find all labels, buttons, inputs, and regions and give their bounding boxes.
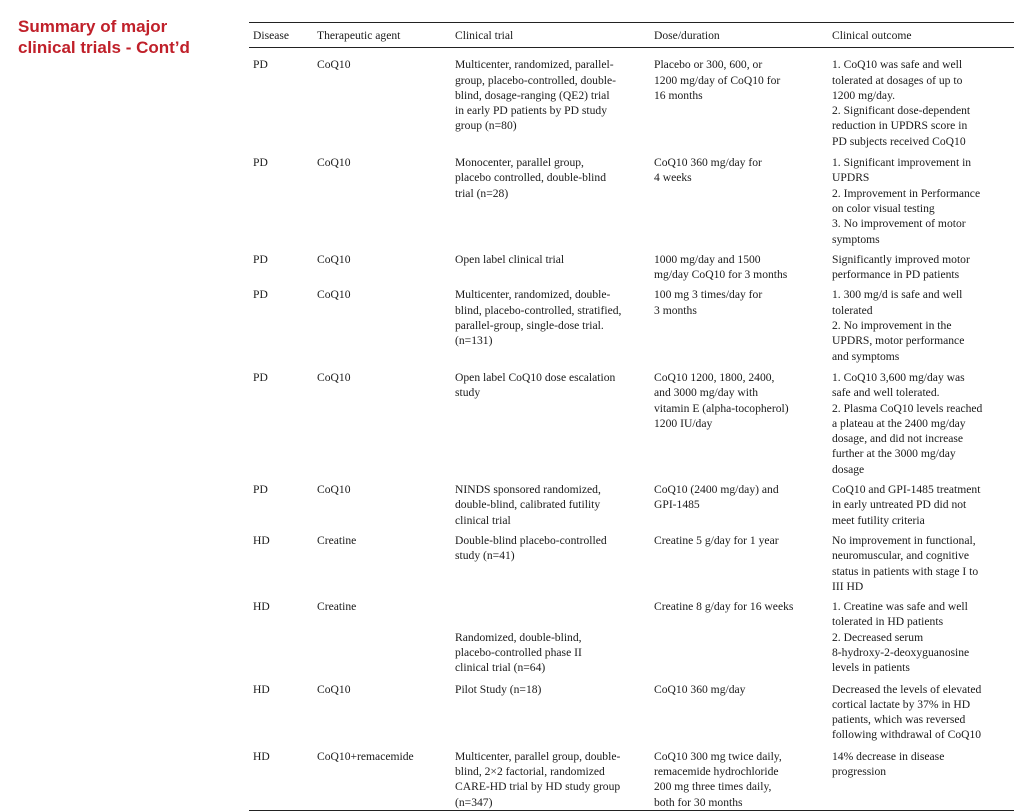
cell-text-line: CoQ10 and GPI-1485 treatment <box>832 483 981 497</box>
cell-text-line: CoQ10 360 mg/day for <box>654 156 762 170</box>
cell-clinical-outcome <box>828 676 1014 743</box>
cell-text-line: 1. CoQ10 was safe and well <box>832 58 963 72</box>
table-row <box>249 282 1014 363</box>
cell-clinical-outcome <box>828 149 1014 247</box>
cell-dose-duration <box>650 364 828 477</box>
cell-text-line: both for 30 months <box>654 795 743 809</box>
cell-text-line: blind, dosage-ranging (QE2) trial <box>455 88 610 102</box>
cell-text-line: 2. Significant dose-dependent <box>832 104 971 118</box>
cell-text: CoQ10 <box>317 483 351 497</box>
cell-text: PD <box>253 370 268 384</box>
cell-text-line: Multicenter, randomized, parallel- <box>455 58 614 72</box>
cell-text-line: further at the 3000 mg/day <box>832 447 956 461</box>
cell-text-line: CoQ10 360 mg/day <box>654 682 746 696</box>
cell-text: CoQ10 <box>317 156 351 170</box>
header-clinical-trial: Clinical trial <box>451 23 650 48</box>
cell-disease <box>249 676 313 743</box>
cell-text-line: in early untreated PD did not <box>832 498 967 512</box>
cell-text-line: Monocenter, parallel group, <box>455 156 584 170</box>
cell-text-line: 1. CoQ10 3,600 mg/day was <box>832 370 965 384</box>
cell-therapeutic-agent <box>313 48 451 149</box>
cell-clinical-trial <box>451 676 650 743</box>
table-row <box>249 594 1014 675</box>
cell-text-line: blind, 2×2 factorial, randomized <box>455 765 605 779</box>
cell-text: CoQ10 <box>317 682 351 696</box>
cell-therapeutic-agent <box>313 247 451 283</box>
cell-text-line: CoQ10 300 mg twice daily, <box>654 749 782 763</box>
cell-clinical-outcome <box>828 477 1014 528</box>
cell-text-line: tolerated <box>832 303 873 317</box>
cell-text: HD <box>253 533 270 547</box>
cell-clinical-outcome <box>828 594 1014 675</box>
cell-text-line: Open label CoQ10 dose escalation <box>455 370 616 384</box>
header-therapeutic-agent: Therapeutic agent <box>313 23 451 48</box>
cell-text-line: remacemide hydrochloride <box>654 765 779 779</box>
cell-text-line: 1. Significant improvement in <box>832 156 972 170</box>
cell-text-line: Multicenter, parallel group, double- <box>455 749 621 763</box>
cell-text-line: 3. No improvement of motor <box>832 217 966 231</box>
cell-dose-duration <box>650 528 828 594</box>
cell-text-line: double-blind, calibrated futility <box>455 498 601 512</box>
cell-text-line: blind, placebo-controlled, stratified, <box>455 303 622 317</box>
cell-text-line: 4 weeks <box>654 171 692 185</box>
table-row <box>249 676 1014 743</box>
cell-text-line: meet futility criteria <box>832 513 925 527</box>
header-dose-duration: Dose/duration <box>650 23 828 48</box>
cell-disease <box>249 247 313 283</box>
table-row <box>249 247 1014 283</box>
cell-text-line: symptoms <box>832 232 880 246</box>
cell-clinical-outcome <box>828 48 1014 149</box>
cell-text-line: group (n=80) <box>455 119 517 133</box>
cell-dose-duration <box>650 48 828 149</box>
cell-text-line: NINDS sponsored randomized, <box>455 483 601 497</box>
slide-title-line-2: clinical trials - Cont’d <box>18 38 190 57</box>
cell-text-line: dosage <box>832 462 865 476</box>
cell-clinical-trial <box>451 477 650 528</box>
cell-clinical-outcome <box>828 743 1014 811</box>
cell-text-line: Multicenter, randomized, double- <box>455 288 611 302</box>
cell-disease <box>249 743 313 811</box>
cell-disease <box>249 364 313 477</box>
table-row <box>249 364 1014 477</box>
cell-text: CoQ10 <box>317 58 351 72</box>
cell-therapeutic-agent <box>313 594 451 675</box>
cell-text-line: and symptoms <box>832 349 900 363</box>
cell-clinical-trial <box>451 149 650 247</box>
cell-disease <box>249 282 313 363</box>
cell-text-line: Placebo or 300, 600, or <box>654 58 763 72</box>
cell-text-line: study <box>455 386 481 400</box>
cell-therapeutic-agent <box>313 149 451 247</box>
cell-disease <box>249 477 313 528</box>
cell-text-line: (n=347) <box>455 795 493 809</box>
cell-text-line: 2. Decreased serum <box>832 630 924 644</box>
cell-clinical-trial <box>451 364 650 477</box>
cell-text-line: (n=131) <box>455 334 493 348</box>
cell-text-line: No improvement in functional, <box>832 533 976 547</box>
cell-dose-duration <box>650 594 828 675</box>
cell-text: PD <box>253 252 268 266</box>
cell-clinical-trial <box>451 247 650 283</box>
cell-text-line: 1200 IU/day <box>654 416 713 430</box>
cell-dose-duration <box>650 676 828 743</box>
cell-therapeutic-agent <box>313 477 451 528</box>
cell-text-line: CARE-HD trial by HD study group <box>455 780 621 794</box>
cell-text-line: III HD <box>832 579 864 593</box>
cell-text-line: UPDRS <box>832 171 870 185</box>
cell-text-line: Pilot Study (n=18) <box>455 682 542 696</box>
cell-clinical-outcome <box>828 364 1014 477</box>
cell-clinical-outcome <box>828 528 1014 594</box>
cell-text-line: 1. 300 mg/d is safe and well <box>832 288 963 302</box>
cell-text-line: GPI-1485 <box>654 498 700 512</box>
cell-dose-duration <box>650 149 828 247</box>
cell-text: Creatine <box>317 533 357 547</box>
cell-text-line: 1. Creatine was safe and well <box>832 600 968 614</box>
cell-disease <box>249 149 313 247</box>
cell-therapeutic-agent <box>313 528 451 594</box>
cell-text-line: neuromuscular, and cognitive <box>832 549 970 563</box>
cell-text-line: performance in PD patients <box>832 268 960 282</box>
cell-text-line: placebo-controlled phase II <box>455 645 582 659</box>
cell-text: PD <box>253 483 268 497</box>
table-body <box>249 48 1014 811</box>
cell-text-line: and 3000 mg/day with <box>654 386 759 400</box>
cell-text-line: CoQ10 (2400 mg/day) and <box>654 483 779 497</box>
cell-text-line: 8-hydroxy-2-deoxyguanosine <box>832 645 970 659</box>
cell-text-line: on color visual testing <box>832 201 935 215</box>
cell-text-line: vitamin E (alpha-tocopherol) <box>654 401 789 415</box>
cell-disease <box>249 528 313 594</box>
cell-text-line: Creatine 5 g/day for 1 year <box>654 533 779 547</box>
cell-text: Creatine <box>317 600 357 614</box>
cell-text-line: study (n=41) <box>455 549 515 563</box>
cell-text-line: placebo controlled, double-blind <box>455 171 606 185</box>
cell-dose-duration <box>650 282 828 363</box>
cell-text: HD <box>253 749 270 763</box>
cell-text-line: cortical lactate by 37% in HD <box>832 697 971 711</box>
cell-text-line: 3 months <box>654 303 697 317</box>
cell-text-line: tolerated in HD patients <box>832 615 944 629</box>
cell-text-line: 2. Improvement in Performance <box>832 186 981 200</box>
clinical-trials-table-container <box>249 22 1014 811</box>
cell-text: CoQ10 <box>317 252 351 266</box>
cell-dose-duration <box>650 477 828 528</box>
cell-therapeutic-agent <box>313 676 451 743</box>
cell-dose-duration <box>650 743 828 811</box>
cell-clinical-trial <box>451 743 650 811</box>
cell-text: HD <box>253 682 270 696</box>
cell-text-line: 1200 mg/day. <box>832 88 896 102</box>
cell-text-line: patients, which was reversed <box>832 713 966 727</box>
cell-text-line: 2. No improvement in the <box>832 319 952 333</box>
cell-clinical-outcome <box>828 282 1014 363</box>
cell-clinical-outcome <box>828 247 1014 283</box>
cell-text-line: clinical trial <box>455 513 511 527</box>
cell-text-line: dosage, and did not increase <box>832 432 964 446</box>
cell-text-line: 200 mg three times daily, <box>654 780 772 794</box>
cell-text-line: Open label clinical trial <box>455 252 565 266</box>
cell-text-line: 1000 mg/day and 1500 <box>654 252 761 266</box>
cell-text: PD <box>253 288 268 302</box>
table-row <box>249 528 1014 594</box>
cell-dose-duration <box>650 247 828 283</box>
cell-text: CoQ10 <box>317 370 351 384</box>
cell-text-line: following withdrawal of CoQ10 <box>832 728 982 742</box>
cell-text-line: UPDRS, motor performance <box>832 334 965 348</box>
header-disease: Disease <box>249 23 313 48</box>
cell-text: PD <box>253 58 268 72</box>
table-header <box>249 23 1014 48</box>
slide-title <box>18 16 190 58</box>
cell-text-line: mg/day CoQ10 for 3 months <box>654 268 788 282</box>
cell-text-line: parallel-group, single-dose trial. <box>455 319 604 333</box>
cell-text-line <box>455 614 646 629</box>
cell-text: CoQ10 <box>317 288 351 302</box>
cell-text-line: 1200 mg/day of CoQ10 for <box>654 73 781 87</box>
table-row <box>249 743 1014 811</box>
cell-text-line: a plateau at the 2400 mg/day <box>832 416 966 430</box>
cell-therapeutic-agent <box>313 743 451 811</box>
cell-text-line: 100 mg 3 times/day for <box>654 288 763 302</box>
cell-text-line: Double-blind placebo-controlled <box>455 533 607 547</box>
cell-text-line: progression <box>832 765 887 779</box>
clinical-trials-table <box>249 22 1014 811</box>
cell-clinical-trial <box>451 528 650 594</box>
cell-clinical-trial <box>451 282 650 363</box>
cell-text-line: safe and well tolerated. <box>832 386 940 400</box>
cell-text: CoQ10+remacemide <box>317 749 414 763</box>
slide-title-line-1: Summary of major <box>18 17 168 36</box>
cell-text-line: Significantly improved motor <box>832 252 970 266</box>
cell-text-line: Creatine 8 g/day for 16 weeks <box>654 600 794 614</box>
cell-text-line: levels in patients <box>832 661 910 675</box>
cell-text-line: status in patients with stage I to <box>832 564 979 578</box>
cell-therapeutic-agent <box>313 364 451 477</box>
cell-text-line: in early PD patients by PD study <box>455 104 607 118</box>
cell-text-line: Decreased the levels of elevated <box>832 682 982 696</box>
cell-text-line: clinical trial (n=64) <box>455 661 546 675</box>
cell-clinical-trial <box>451 594 650 675</box>
table-row <box>249 477 1014 528</box>
cell-text-line: 14% decrease in disease <box>832 749 945 763</box>
cell-text-line: reduction in UPDRS score in <box>832 119 968 133</box>
cell-text-line: PD subjects received CoQ10 <box>832 134 966 148</box>
cell-text: PD <box>253 156 268 170</box>
cell-text-line: group, placebo-controlled, double- <box>455 73 616 87</box>
header-row <box>249 23 1014 48</box>
cell-text-line: tolerated at dosages of up to <box>832 73 963 87</box>
table-row <box>249 48 1014 149</box>
table-row <box>249 149 1014 247</box>
cell-clinical-trial <box>451 48 650 149</box>
cell-text-line: trial (n=28) <box>455 186 509 200</box>
cell-text: HD <box>253 600 270 614</box>
cell-disease <box>249 48 313 149</box>
cell-text-line: CoQ10 1200, 1800, 2400, <box>654 370 775 384</box>
cell-text-line <box>455 599 646 614</box>
cell-text-line: 2. Plasma CoQ10 levels reached <box>832 401 983 415</box>
cell-text-line: 16 months <box>654 88 703 102</box>
cell-therapeutic-agent <box>313 282 451 363</box>
cell-disease <box>249 594 313 675</box>
cell-text-line: Randomized, double-blind, <box>455 630 582 644</box>
header-clinical-outcome: Clinical outcome <box>828 23 1014 48</box>
